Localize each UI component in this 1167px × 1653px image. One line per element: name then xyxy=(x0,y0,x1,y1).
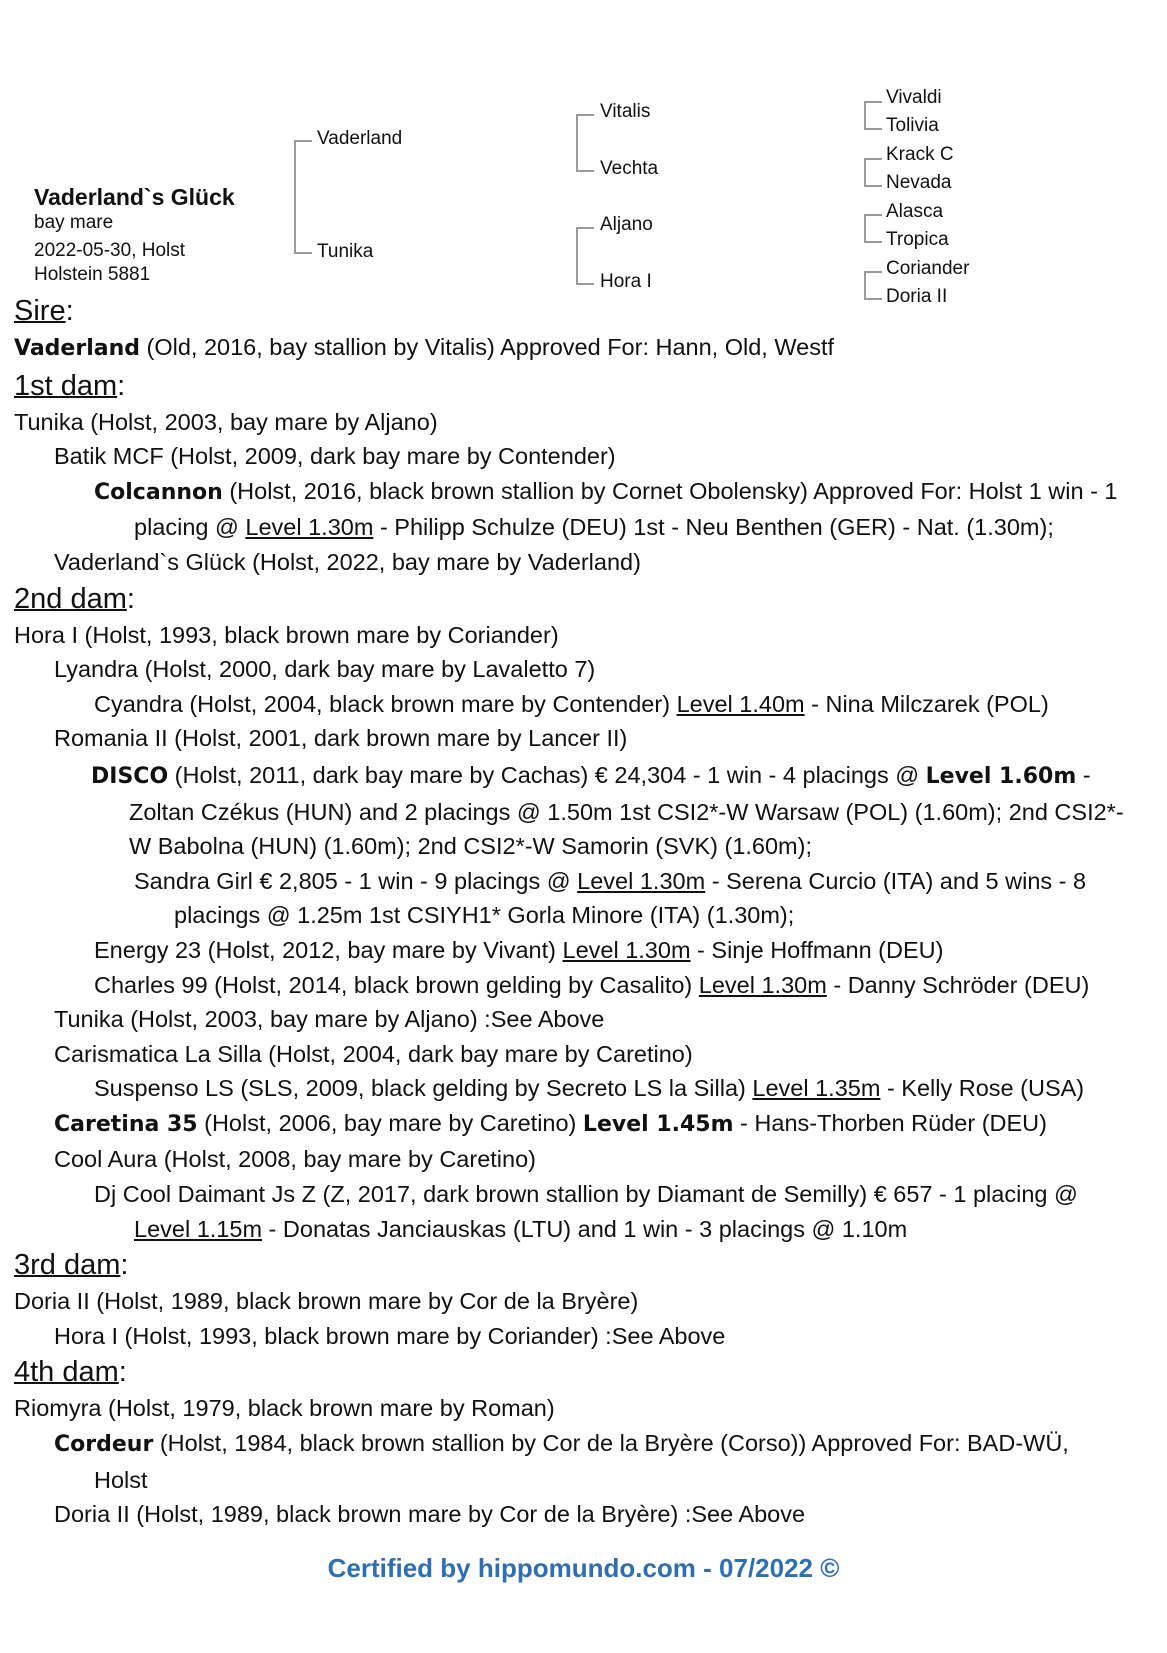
bracket-line xyxy=(864,101,866,129)
horse-color-sex: bay mare xyxy=(34,212,114,233)
entry-text: - Hans-Thorben Rüder (DEU) xyxy=(733,1109,1047,1136)
horse-registry: Holstein 5881 xyxy=(34,264,151,285)
level-link[interactable]: Level 1.40m xyxy=(676,690,805,717)
entry-text: - Nina Milczarek (POL) xyxy=(804,690,1049,717)
heading-colon: : xyxy=(118,1356,127,1389)
pedigree-dsd[interactable]: Tropica xyxy=(886,229,949,250)
list-item: Riomyra (Holst, 1979, black brown mare by Roman) xyxy=(14,1395,555,1422)
list-item: Hora I (Holst, 1993, black brown mare by Coriander) xyxy=(14,621,559,648)
heading-colon: : xyxy=(117,369,126,402)
pedigree-dam[interactable]: Tunika xyxy=(317,241,374,262)
horse-name: Vaderland`s Glück xyxy=(34,184,235,210)
list-item xyxy=(14,1177,1154,1246)
heading-label: 3rd dam xyxy=(14,1249,121,1282)
horse-link[interactable]: Caretina 35 xyxy=(54,1111,198,1137)
entry-text: - Danny Schröder (DEU) xyxy=(826,971,1090,998)
pedigree-sdd[interactable]: Nevada xyxy=(886,172,952,193)
heading-label: 1st dam xyxy=(14,369,118,402)
list-item: Vaderland`s Glück (Holst, 2022, bay mare by Vaderland) xyxy=(54,548,641,575)
entry-text: Cyandra (Holst, 2004, black brown mare by Contender) xyxy=(94,690,677,717)
level-link[interactable]: Level 1.35m xyxy=(752,1075,881,1102)
list-item: Doria II (Holst, 1989, black brown mare by Cor de la Bryère) :See Above xyxy=(54,1501,806,1528)
bracket-line xyxy=(864,214,882,216)
bracket-line xyxy=(294,140,312,142)
bracket-line xyxy=(864,241,882,243)
list-item: Tunika (Holst, 2003, bay mare by Aljano) :See Above xyxy=(54,1006,605,1033)
pedigree-ds[interactable]: Aljano xyxy=(600,214,653,235)
pedigree-sds[interactable]: Krack C xyxy=(886,144,954,165)
level-link[interactable]: Level 1.30m xyxy=(562,936,691,963)
bracket-line xyxy=(576,114,594,116)
bracket-line xyxy=(576,227,578,284)
entry-text: - Serena Curcio (ITA) and 5 wins - 8 placings @ 1.25m 1st CSIYH1* Gorla Minore (ITA) (1.30m); xyxy=(174,867,1087,929)
list-item xyxy=(14,1071,1154,1106)
bracket-line xyxy=(864,185,882,187)
bracket-line xyxy=(576,114,578,171)
bracket-line xyxy=(864,101,882,103)
entry-text: - Kelly Rose (USA) xyxy=(880,1075,1085,1102)
family-report xyxy=(14,292,1154,1532)
heading-colon: : xyxy=(120,1249,129,1282)
list-item: Carismatica La Silla (Holst, 2004, dark bay mare by Caretino) xyxy=(54,1040,693,1067)
level-link[interactable]: Level 1.30m xyxy=(577,867,706,894)
list-item xyxy=(14,1426,1154,1497)
entry-text: (Holst, 1984, black brown stallion by Cor de la Bryère (Corso)) Approved For: BAD-WÜ, Holst xyxy=(94,1430,1069,1493)
list-item: Lyandra (Holst, 2000, dark bay mare by Lavaletto 7) xyxy=(54,656,596,683)
list-item xyxy=(14,1106,1154,1143)
list-item xyxy=(14,474,1154,545)
level-bold: Level 1.60m xyxy=(925,763,1077,789)
bracket-line xyxy=(576,227,594,229)
bracket-line xyxy=(576,283,594,285)
certification-footer: Certified by hippomundo.com - 07/2022 © xyxy=(327,1553,840,1583)
entry-text: Dj Cool Daimant Js Z (Z, 2017, dark brown stallion by Diamant de Semilly) € 657 - 1 placing @ xyxy=(94,1181,1078,1208)
bracket-line xyxy=(294,252,312,254)
bracket-line xyxy=(294,140,296,253)
entry-text: (Holst, 2011, dark bay mare by Cachas) € 24,304 - 1 win - 4 placings @ xyxy=(168,761,926,788)
horse-link[interactable]: Cordeur xyxy=(54,1432,154,1458)
section-heading-sire xyxy=(14,292,1154,330)
horse-birth: 2022-05-30, Holst xyxy=(34,240,186,261)
bracket-line xyxy=(864,158,866,186)
entry-text: Sandra Girl € 2,805 - 1 win - 9 placings @ xyxy=(134,867,578,894)
list-item: Batik MCF (Holst, 2009, dark bay mare by Contender) xyxy=(54,443,616,470)
section-heading-1st-dam xyxy=(14,367,1154,405)
list-item xyxy=(14,864,1154,933)
entry-text: - Zoltan Czékus (HUN) and 2 placings @ 1.50m 1st CSI2*-W Warsaw (POL) (1.60m); 2nd CSI2*-W Babolna (HUN) (1.60m); 2nd CSI2*-W Samorin (SVK) (1.60m); xyxy=(129,761,1124,860)
list-item xyxy=(14,968,1154,1003)
sire-details: (Old, 2016, bay stallion by Vitalis) Approved For: Hann, Old, Westf xyxy=(139,334,835,360)
list-item xyxy=(14,933,1154,968)
bracket-line xyxy=(864,214,866,242)
list-item: Doria II (Holst, 1989, black brown mare by Cor de la Bryère) xyxy=(14,1288,639,1315)
entry-text: (Holst, 2006, bay mare by Caretino) xyxy=(197,1109,583,1136)
list-item: Tunika (Holst, 2003, bay mare by Aljano) xyxy=(14,408,438,435)
list-item xyxy=(14,758,1154,864)
horse-link[interactable]: DISCO xyxy=(91,763,169,789)
pedigree-sire[interactable]: Vaderland xyxy=(317,128,403,149)
entry-text: Energy 23 (Holst, 2012, bay mare by Vivant) xyxy=(94,936,563,963)
pedigree-dds[interactable]: Coriander xyxy=(886,258,970,279)
entry-text: - Sinje Hoffmann (DEU) xyxy=(690,936,944,963)
section-heading-2nd-dam xyxy=(14,580,1154,618)
entry-text: - Philipp Schulze (DEU) 1st - Neu Benthen (GER) - Nat. (1.30m); xyxy=(373,514,1054,541)
pedigree-dd[interactable]: Hora I xyxy=(600,271,652,292)
heading-label: 4th dam xyxy=(14,1356,119,1389)
pedigree-ss[interactable]: Vitalis xyxy=(600,101,651,122)
level-link[interactable]: Level 1.30m xyxy=(698,971,827,998)
bracket-line xyxy=(864,128,882,130)
level-bold: Level 1.45m xyxy=(582,1111,734,1137)
entry-text: Suspenso LS (SLS, 2009, black gelding by Secreto LS la Silla) xyxy=(94,1075,753,1102)
heading-label: 2nd dam xyxy=(14,582,127,615)
entry-text: Charles 99 (Holst, 2014, black brown gelding by Casalito) xyxy=(94,971,699,998)
list-item xyxy=(14,687,1154,722)
entry-text: (Holst, 2016, black brown stallion by Cornet Obolensky) Approved For: Holst 1 win - 1 placing @ xyxy=(134,477,1118,541)
pedigree-ssd[interactable]: Tolivia xyxy=(886,115,939,136)
sire-entry xyxy=(14,330,1154,367)
pedigree-ddd[interactable]: Doria II xyxy=(886,286,948,307)
section-heading-3rd-dam xyxy=(14,1246,1154,1284)
sire-name[interactable]: Vaderland xyxy=(14,336,140,361)
bracket-line xyxy=(576,170,594,172)
heading-label: Sire xyxy=(14,295,66,327)
pedigree-dss[interactable]: Alasca xyxy=(886,201,944,222)
pedigree-sss[interactable]: Vivaldi xyxy=(886,87,942,108)
level-link[interactable]: Level 1.30m xyxy=(245,514,374,541)
entry-text: - Donatas Janciauskas (LTU) and 1 win - 3 placings @ 1.10m xyxy=(262,1215,908,1242)
heading-colon: : xyxy=(65,295,74,327)
bracket-line xyxy=(864,158,882,160)
list-item: Hora I (Holst, 1993, black brown mare by Coriander) :See Above xyxy=(54,1322,726,1349)
section-heading-4th-dam xyxy=(14,1353,1154,1391)
heading-colon: : xyxy=(126,582,135,615)
pedigree-sd[interactable]: Vechta xyxy=(600,158,659,179)
list-item: Cool Aura (Holst, 2008, bay mare by Caretino) xyxy=(54,1146,536,1173)
bracket-line xyxy=(864,271,882,273)
list-item: Romania II (Holst, 2001, dark brown mare by Lancer II) xyxy=(54,725,628,752)
horse-link[interactable]: Colcannon xyxy=(94,479,223,505)
level-link[interactable]: Level 1.15m xyxy=(134,1215,263,1242)
